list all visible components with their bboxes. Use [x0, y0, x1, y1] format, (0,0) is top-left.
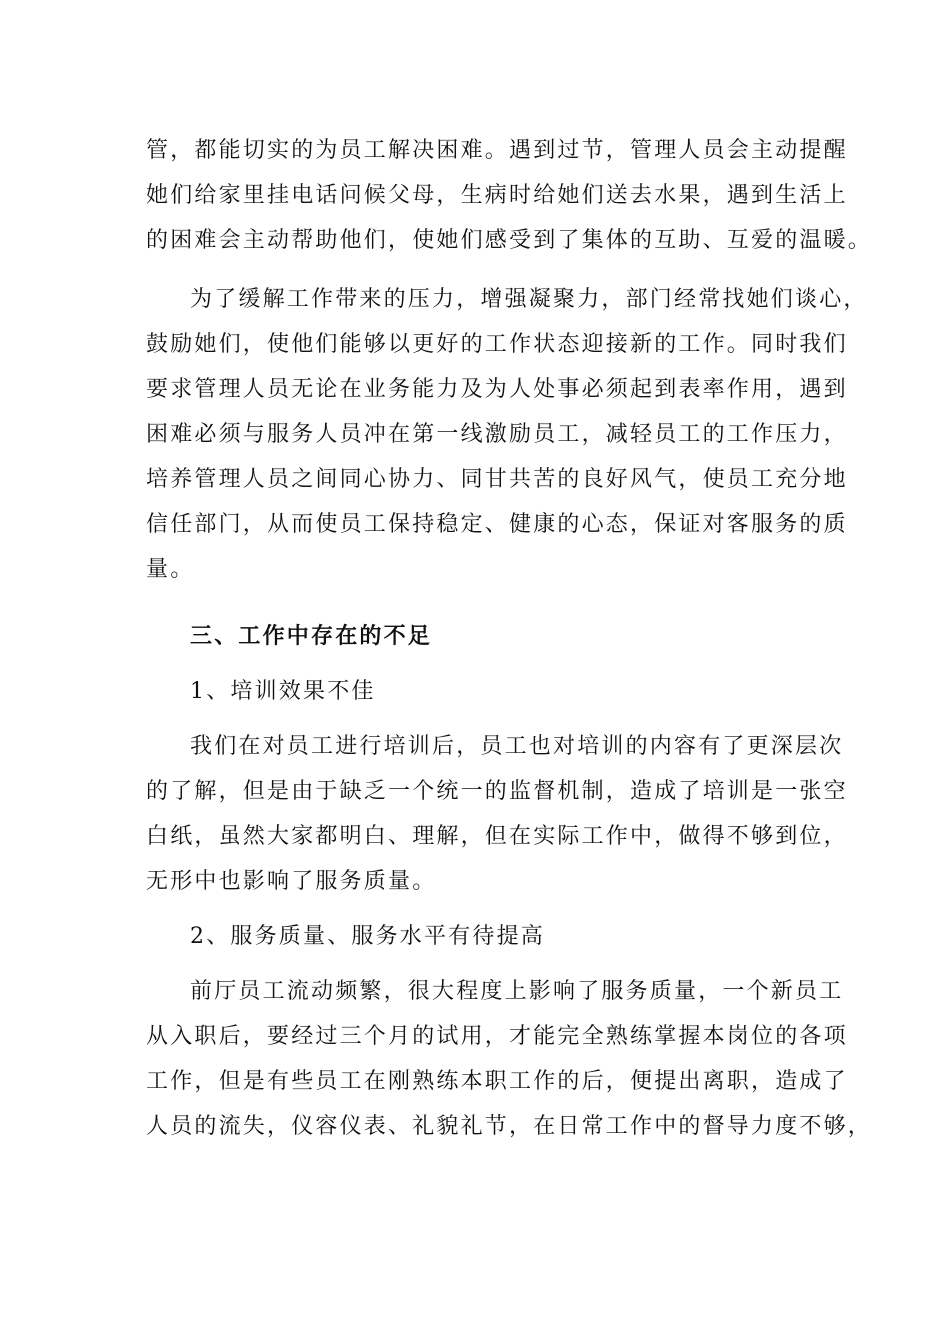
- paragraph-1: [146, 128, 873, 263]
- paragraph-line: 白纸，虽然大家都明白、理解，但在实际工作中，做得不够到位，: [146, 824, 848, 849]
- paragraph-4: [146, 969, 873, 1149]
- paragraph-line: 无形中也影响了服务质量。: [146, 869, 437, 894]
- paragraph-line: 工作，但是有些员工在刚熟练本职工作的后，便提出离职，造成了: [146, 1069, 848, 1094]
- paragraph-line: 前厅员工流动频繁，很大程度上影响了服务质量，一个新员工: [190, 979, 844, 1004]
- paragraph-line: 培养管理人员之间同心协力、同甘共苦的良好风气，使员工充分地: [146, 467, 848, 492]
- paragraph-line: 人员的流失，仪容仪表、礼貌礼节，在日常工作中的督导力度不够，: [146, 1114, 873, 1139]
- paragraph-line: 的了解，但是由于缺乏一个统一的监督机制，造成了培训是一张空: [146, 779, 848, 804]
- document-body: [146, 128, 873, 1149]
- subheading-service-quality: 2、服务质量、服务水平有待提高: [190, 924, 545, 949]
- section-heading: 三、工作中存在的不足: [190, 623, 433, 649]
- paragraph-line: 困难必须与服务人员冲在第一线激励员工，减轻员工的工作压力，: [146, 422, 848, 447]
- subheading-training: 1、培训效果不佳: [190, 679, 376, 704]
- paragraph-line: 鼓励她们，使他们能够以更好的工作状态迎接新的工作。同时我们: [146, 332, 848, 357]
- paragraph-line: 为了缓解工作带来的压力，增强凝聚力，部门经常找她们谈心，: [190, 287, 868, 312]
- paragraph-line: 要求管理人员无论在业务能力及为人处事必须起到表率作用，遇到: [146, 377, 848, 402]
- paragraph-line: 从入职后，要经过三个月的试用，才能完全熟练掌握本岗位的各项: [146, 1024, 848, 1049]
- paragraph-line: 她们给家里挂电话问候父母，生病时给她们送去水果，遇到生活上: [146, 183, 848, 208]
- paragraph-3: [146, 724, 848, 904]
- paragraph-line: 量。: [146, 557, 195, 582]
- paragraph-2: [146, 277, 868, 592]
- paragraph-line: 管，都能切实的为员工解决困难。遇到过节，管理人员会主动提醒: [146, 138, 848, 163]
- paragraph-line: 的困难会主动帮助他们，使她们感受到了集体的互助、互爱的温暖。: [146, 228, 873, 253]
- paragraph-line: 信任部门，从而使员工保持稳定、健康的心态，保证对客服务的质: [146, 512, 848, 537]
- paragraph-line: 我们在对员工进行培训后，员工也对培训的内容有了更深层次: [190, 734, 844, 759]
